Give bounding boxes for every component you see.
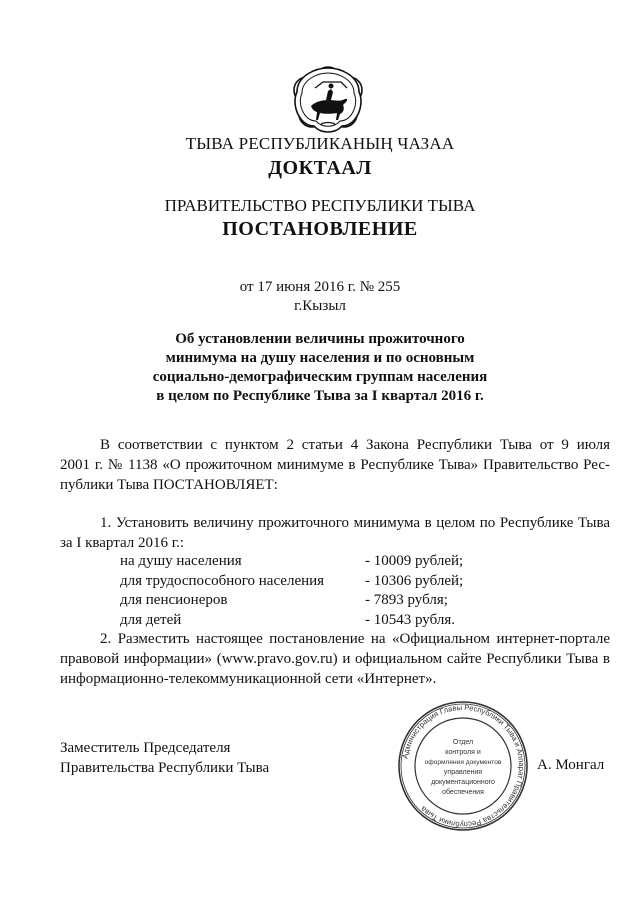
- header-tyvan-doc-type: ДОКТААЛ: [268, 157, 372, 179]
- signatory-position: [60, 738, 269, 778]
- document-title: [0, 330, 640, 406]
- official-seal-stamp: [397, 700, 529, 832]
- seal-inner-line: Отдел: [452, 739, 474, 746]
- rate-value: - 10009 рублей;: [365, 553, 464, 569]
- paragraph-line: 2. Разместить настоящее постановление на «Официальном интернет-портале: [100, 631, 610, 647]
- title-line: минимума на душу населения и по основным: [165, 350, 475, 366]
- preamble-paragraph: [60, 435, 610, 495]
- rate-value: - 10543 рубля.: [365, 611, 455, 628]
- subsistence-rates-list: [120, 552, 540, 630]
- paragraph-line: за I квартал 2016 г.:: [60, 535, 185, 551]
- paragraph-line: 1. Установить величину прожиточного минимума в целом по Республике Тыва: [100, 515, 610, 531]
- paragraph-line: В соответствии с пунктом 2 статьи 4 Закона Республики Тыва от 9 июля: [100, 437, 610, 453]
- rate-row: [120, 552, 540, 572]
- title-line: Об установлении величины прожиточного: [175, 331, 465, 347]
- document-city: г.Кызыл: [294, 298, 346, 314]
- rate-row: [120, 572, 540, 592]
- rate-label: для трудоспособного населения: [120, 572, 325, 589]
- title-line: социально-демографическим группам населения: [152, 369, 488, 385]
- rate-row: [120, 591, 540, 611]
- item1-paragraph: [60, 513, 610, 553]
- header-tyvan-government: ТЫВА РЕСПУБЛИКАНЫҢ ЧАЗАА: [185, 134, 455, 153]
- position-line: Заместитель Председателя: [60, 740, 231, 756]
- paragraph-line: правовой информации» (www.pravo.gov.ru) и официальном сайте Республики Тыва в: [60, 651, 610, 667]
- paragraph-line: публики Тыва ПОСТАНОВЛЯЕТ:: [60, 477, 278, 493]
- header-russian-doc-type: ПОСТАНОВЛЕНИЕ: [222, 218, 418, 240]
- seal-inner-line: оформления документов: [424, 759, 502, 766]
- rate-row: [120, 611, 540, 631]
- title-line: в целом по Республике Тыва за I квартал 2016 г.: [156, 388, 484, 404]
- seal-inner-line: документационного: [431, 779, 495, 786]
- paragraph-line: 2001 г. № 1138 «О прожиточном минимуме в Республике Тыва» Правительство Рес-: [60, 457, 610, 473]
- rate-value: - 7893 рубля;: [365, 592, 448, 608]
- rate-label: для детей: [120, 611, 182, 628]
- position-line: Правительства Республики Тыва: [60, 760, 270, 776]
- seal-outer-text-path: Администрация Главы Республики Тыва и Аппарат Правительства Республики Тыва: [400, 702, 527, 830]
- seal-inner-line: контроля и: [445, 749, 481, 756]
- rate-label: для пенсионеров: [120, 592, 228, 608]
- item2-paragraph: [60, 629, 610, 689]
- seal-inner-line: обеспечения: [442, 789, 484, 796]
- seal-inner-line: управления: [443, 769, 483, 776]
- coat-of-arms-emblem-icon: [285, 62, 371, 138]
- rate-value: - 10306 рублей;: [365, 572, 464, 589]
- paragraph-line: информационно-телекоммуникационной сети «Интернет».: [60, 671, 437, 687]
- document-date-number: от 17 июня 2016 г. № 255: [239, 279, 401, 295]
- signatory-name: А. Монгал: [537, 757, 605, 773]
- header-russian-government: ПРАВИТЕЛЬСТВО РЕСПУБЛИКИ ТЫВА: [164, 196, 476, 215]
- rate-label: на душу населения: [120, 553, 242, 569]
